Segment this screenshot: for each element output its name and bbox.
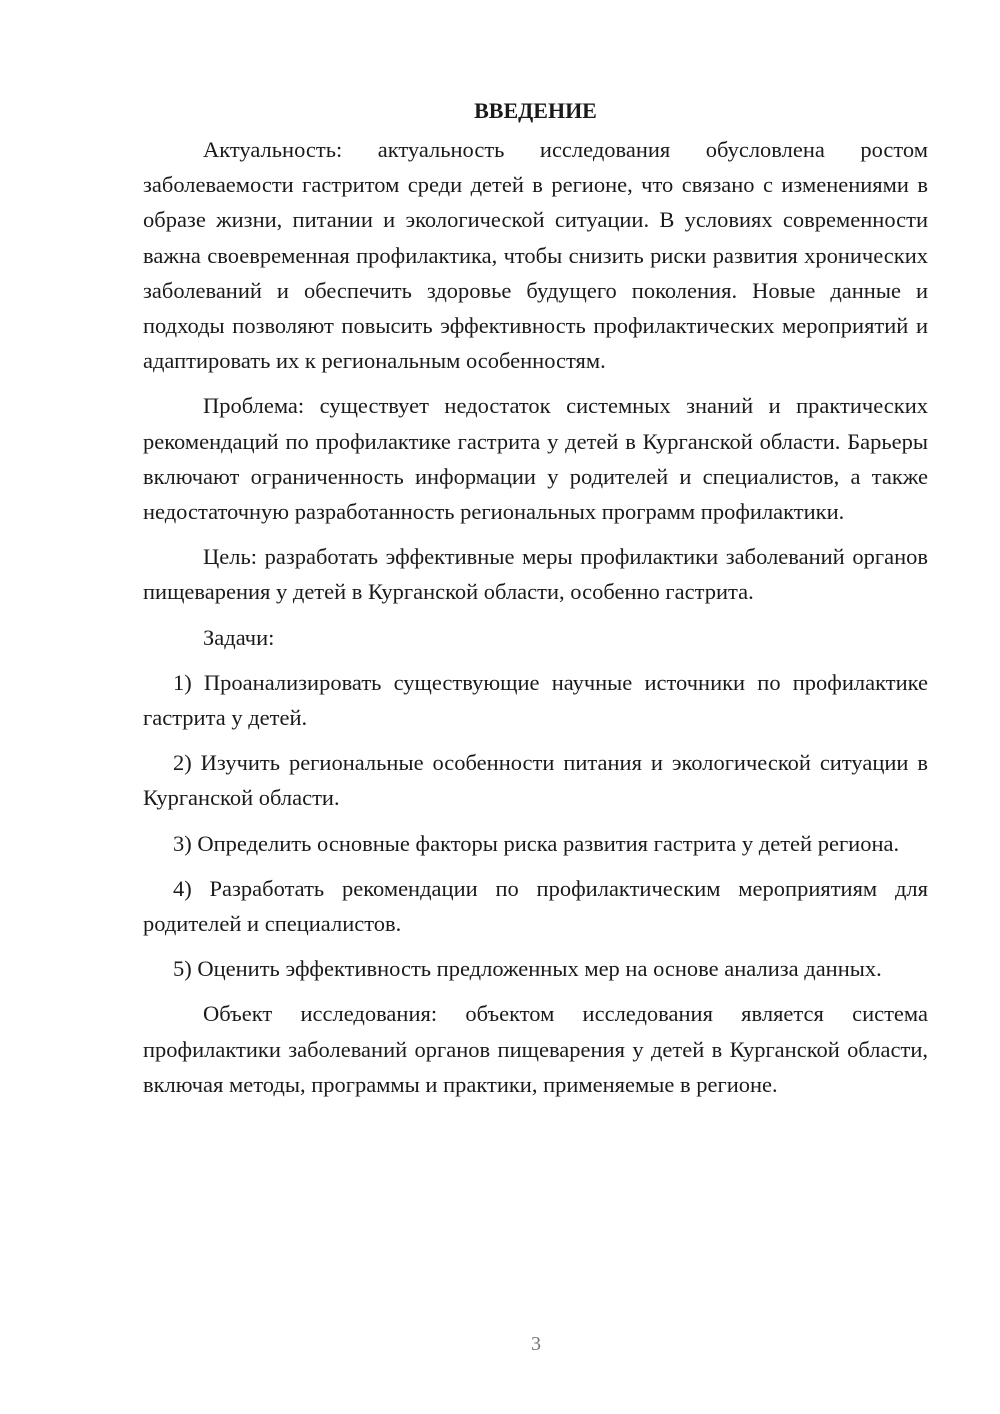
problem-paragraph: Проблема: существует недостаток системных знаний и практических рекомендаций по профилактике гастрита у детей в Курганской области. Барьеры включают ограниченность информации у родителей и специалистов, а также недостаточную разработанность региональных программ профилактики.: [143, 393, 928, 525]
page-title: ВВЕДЕНИЕ: [474, 98, 597, 123]
task-item-1: 1) Проанализировать существующие научные источники по профилактике гастрита у детей.: [143, 669, 928, 731]
page-number: 3: [531, 1333, 541, 1355]
object-paragraph: Объект исследования: объектом исследования является система профилактики заболеваний органов пищеварения у детей в Курганской области, включая методы, программы и практики, применяемые в регионе.: [143, 1001, 928, 1097]
task-item-4: 4) Разработать рекомендации по профилактическим мероприятиям для родителей и специалистов.: [143, 875, 928, 937]
task-item-5: 5) Оценить эффективность предложенных мер на основе анализа данных.: [173, 956, 882, 982]
task-item-2: 2) Изучить региональные особенности питания и экологической ситуации в Курганской области.: [143, 750, 928, 811]
goal-paragraph: Цель: разработать эффективные меры профилактики заболеваний органов пищеварения у детей в Курганской области, особенно гастрита.: [143, 544, 928, 605]
task-item-3: 3) Определить основные факторы риска развития гастрита у детей региона.: [173, 830, 900, 856]
document-body: [143, 96, 928, 1112]
relevance-paragraph: Актуальность: актуальность исследования обусловлена ростом заболеваемости гастритом среди детей в регионе, что связано с изменениями в образе жизни, питании и экологической ситуации. В условиях современности важна своевременная профилактика, чтобы снизить риски развития хронических заболеваний и обеспечить здоровье будущего поколения. Новые данные и подходы позволяют повысить эффективность профилактических мероприятий и адаптировать их к региональным особенностям.: [143, 137, 928, 374]
tasks-heading: Задачи:: [203, 624, 275, 650]
